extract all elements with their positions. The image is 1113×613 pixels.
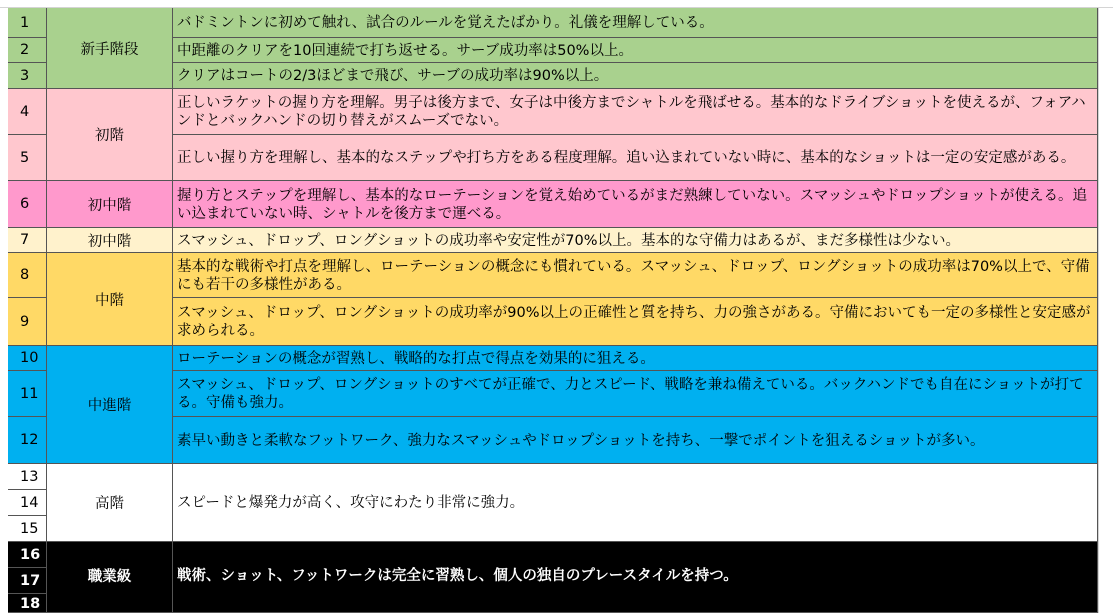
description-cell[interactable]: クリアはコートの2/3ほどまで飛び、サーブの成功率は90%以上。 xyxy=(173,63,1098,89)
level-cell[interactable]: 高階 xyxy=(47,464,173,542)
description-cell[interactable]: 中距離のクリアを10回連続で打ち返せる。サーブ成功率は50%以上。 xyxy=(173,38,1098,63)
description-cell[interactable]: 戦術、ショット、フットワークは完全に習熟し、個人の独自のプレースタイルを持つ。 xyxy=(173,542,1098,613)
description-cell[interactable]: 素早い動きと柔軟なフットワーク、強力なスマッシュやドロップショットを持ち、一撃でポイントを狙えるショットが多い。 xyxy=(173,417,1098,464)
row-number-cell[interactable]: 12 xyxy=(8,417,47,464)
row-number-cell[interactable]: 17 xyxy=(8,568,47,594)
row-number-cell[interactable]: 4 xyxy=(8,89,47,135)
level-cell[interactable]: 中進階 xyxy=(47,346,173,464)
row-number-cell[interactable]: 2 xyxy=(8,38,47,63)
row-number-cell[interactable]: 14 xyxy=(8,490,47,516)
description-cell[interactable]: 正しいラケットの握り方を理解。男子は後方まで、女子は中後方までシャトルを飛ばせる。基本的なドライブショットを使えるが、フォアハンドとバックハンドの切り替えがスムーズでない。 xyxy=(173,89,1098,135)
row-number-cell[interactable]: 7 xyxy=(8,228,47,253)
description-cell[interactable]: スマッシュ、ドロップ、ロングショットの成功率や安定性が70%以上。基本的な守備力はあるが、まだ多様性は少ない。 xyxy=(173,228,1098,253)
level-cell[interactable]: 職業級 xyxy=(47,542,173,613)
level-cell[interactable]: 中階 xyxy=(47,253,173,346)
level-cell[interactable]: 初中階 xyxy=(47,181,173,228)
description-cell[interactable]: スマッシュ、ドロップ、ロングショットのすべてが正確で、力とスピード、戦略を兼ね備えている。バックハンドでも自在にショットが打てる。守備も強力。 xyxy=(173,371,1098,417)
level-cell[interactable]: 新手階段 xyxy=(47,8,173,89)
description-cell[interactable]: スピードと爆発力が高く、攻守にわたり非常に強力。 xyxy=(173,464,1098,542)
row-number-cell[interactable]: 15 xyxy=(8,516,47,542)
column-header-edge xyxy=(0,0,1113,8)
row-number-cell[interactable]: 5 xyxy=(8,135,47,181)
row-number-cell[interactable]: 16 xyxy=(8,542,47,568)
row-number-cell[interactable]: 9 xyxy=(8,298,47,346)
row-number-cell[interactable]: 6 xyxy=(8,181,47,228)
level-cell[interactable]: 初階 xyxy=(47,89,173,181)
row-number-cell[interactable]: 18 xyxy=(8,594,47,613)
row-number-cell[interactable]: 11 xyxy=(8,371,47,417)
description-cell[interactable]: 握り方とステップを理解し、基本的なローテーションを覚え始めているがまだ熟練していない。スマッシュやドロップショットが使える。追い込まれていない時、シャトルを後方まで運べる。 xyxy=(173,181,1098,228)
row-number-cell[interactable]: 1 xyxy=(8,8,47,38)
row-number-cell[interactable]: 13 xyxy=(8,464,47,490)
row-number-cell[interactable]: 3 xyxy=(8,63,47,89)
description-cell[interactable]: スマッシュ、ドロップ、ロングショットの成功率が90%以上の正確性と質を持ち、力の強さがある。守備においても一定の多様性と安定感が求められる。 xyxy=(173,298,1098,346)
description-cell[interactable]: 基本的な戦術や打点を理解し、ローテーションの概念にも慣れている。スマッシュ、ドロップ、ロングショットの成功率は70%以上で、守備にも若干の多様性がある。 xyxy=(173,253,1098,298)
description-cell[interactable]: 正しい握り方を理解し、基本的なステップや打ち方をある程度理解。追い込まれていない時に、基本的なショットは一定の安定感がある。 xyxy=(173,135,1098,181)
level-cell[interactable]: 初中階 xyxy=(47,228,173,253)
row-number-cell[interactable]: 8 xyxy=(8,253,47,298)
row-number-cell[interactable]: 10 xyxy=(8,346,47,371)
description-cell[interactable]: バドミントンに初めて触れ、試合のルールを覚えたばかり。礼儀を理解している。 xyxy=(173,8,1098,38)
description-cell[interactable]: ローテーションの概念が習熟し、戦略的な打点で得点を効果的に狙える。 xyxy=(173,346,1098,371)
next-column-edge[interactable] xyxy=(1098,8,1113,613)
